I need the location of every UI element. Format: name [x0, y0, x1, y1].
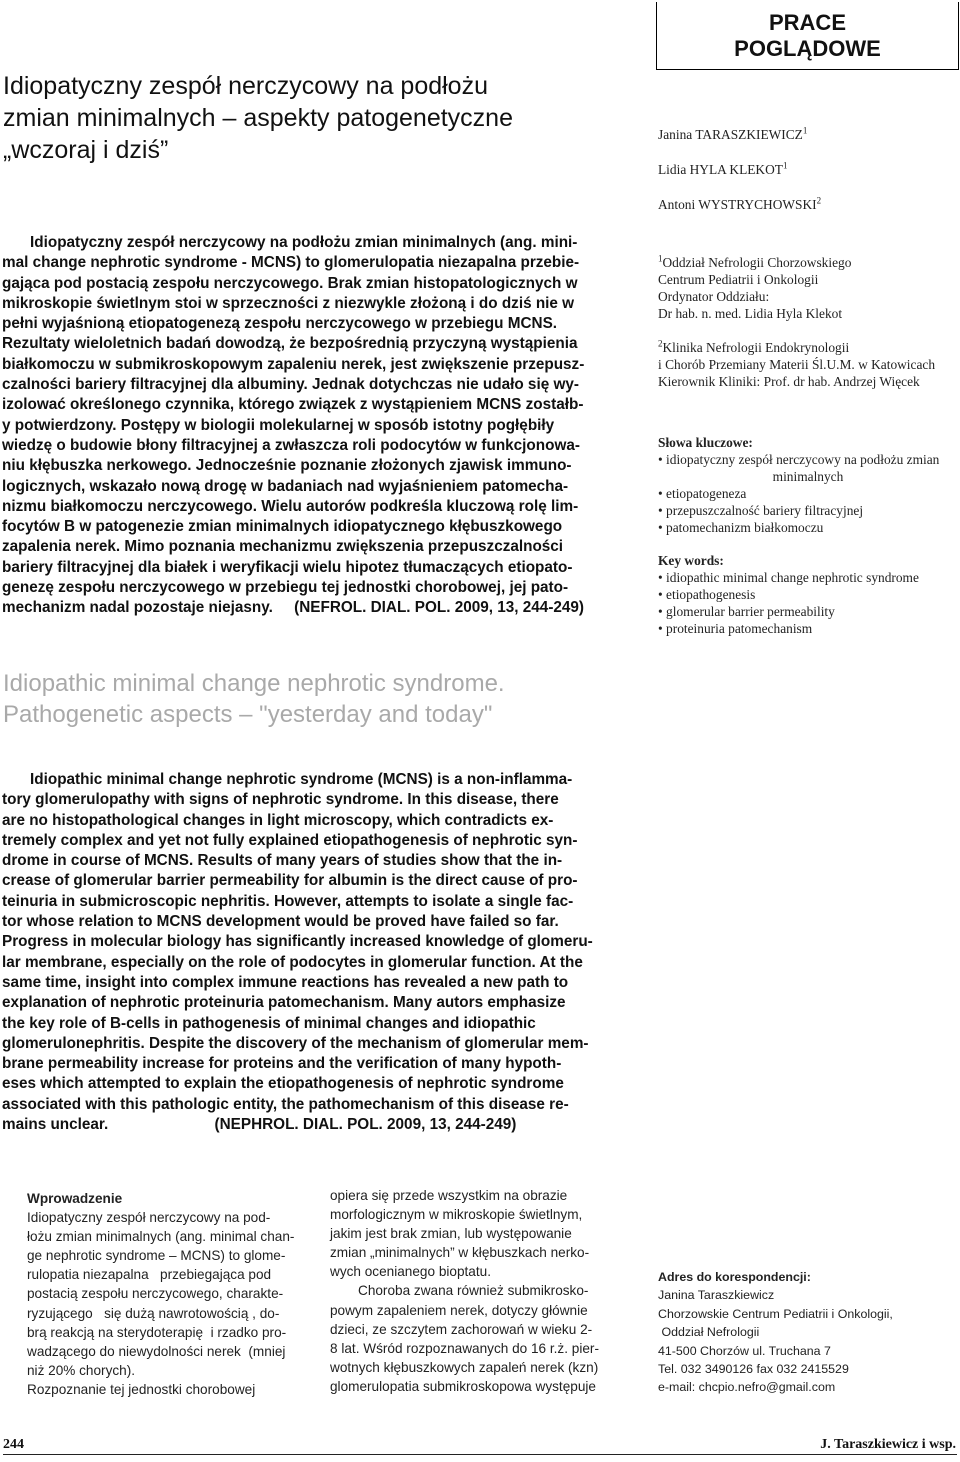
title-polish-line: zmian minimalnych – aspekty patogenetyczne	[3, 104, 513, 132]
keyword-item: • proteinuria patomechanism	[658, 621, 813, 636]
body-line: 8 lat. Wśród rozpoznawanych do 16 r.ż. pier-	[330, 1340, 599, 1356]
abstract-line: gająca pod postacią zespołu nerczycowego. Brak zmian histopatologicznych w	[2, 274, 578, 292]
body-line: rulopatia niezapalna przebiegająca pod	[27, 1267, 272, 1283]
abstract-line: Progress in molecular biology has significantly increased knowledge of glomeru-	[2, 933, 593, 951]
body-line: postacią zespołu nerczycowego, charakte-	[27, 1286, 284, 1302]
keyword-item: • idiopatyczny zespół nerczycowy na podłożu zmian	[658, 452, 940, 467]
body-line: brą reakcją na sterydoterapię i rzadko pro-	[27, 1324, 287, 1340]
abstract-line: glomerulonephritis. Despite the discovery of the mechanism of glomerular mem-	[2, 1034, 589, 1052]
body-line: opiera się przede wszystkim na obrazie	[330, 1188, 568, 1203]
abstract-line: wiedzę o budowie błony filtracyjnej a zwłaszcza roli podocytów w funkcjonowa-	[2, 436, 580, 454]
page-number: 244	[3, 1437, 24, 1452]
affiliation-line: Dr hab. n. med. Lidia Hyla Klekot	[658, 306, 843, 321]
abstract-line: lar membrane, especially on the role of podocytes in glomerular function. At the	[2, 953, 583, 971]
keywords-pl-title: Słowa kluczowe:	[658, 435, 753, 450]
intro-column-2	[330, 1186, 632, 1396]
author-name: Antoni WYSTRYCHOWSKI$^2$	[658, 195, 822, 212]
affiliation-line: Kierownik Kliniki: Prof. dr hab. Andrzej Więcek	[658, 374, 920, 389]
body-line: zmian „minimalnych” w kłębuszkach nerko-	[330, 1245, 590, 1261]
body-line: jakim jest brak zmian, lub występowanie	[330, 1226, 572, 1242]
affiliation-line: $^2$Klinika Nefrologii Endokrynologii	[658, 338, 850, 355]
correspondence-line: Janina Taraszkiewicz	[658, 1288, 775, 1303]
affiliation-line: $^1$Oddział Nefrologii Chorzowskiego	[658, 253, 852, 270]
affiliation-line: Ordynator Oddziału:	[658, 289, 770, 304]
abstract-line: izolować określonego czynnika, którego związek z wystąpieniem MCNS zostałb-	[2, 396, 584, 414]
abstract-english	[2, 770, 631, 1135]
body-line: powym zapaleniem nerek, dotyczy głównie	[330, 1302, 588, 1318]
correspondence-address	[658, 1268, 958, 1397]
abstract-line: the key role of B-cells in pathogenesis of minimal changes and idiopathic	[2, 1014, 536, 1032]
abstract-line: brane permeability increase for proteins and the verification of many hypoth-	[2, 1055, 562, 1073]
affiliation-line: Centrum Pediatrii i Onkologii	[658, 272, 819, 287]
abstract-line: mechanizm nadal pozostaje niejasny. (NEFROL. DIAL. POL. 2009, 13, 244-249)	[2, 599, 585, 617]
abstract-line: Idiopatyczny zespół nerczycowy na podłożu zmian minimalnych (ang. mini-	[30, 234, 578, 251]
keyword-item: minimalnych	[772, 469, 844, 484]
abstract-line: zapalenia nerek. Mimo poznania mechanizmu zwiększenia przepuszczalności	[2, 538, 564, 556]
body-line: wych ocenianego bioptatu.	[330, 1264, 491, 1280]
abstract-line: drome in course of MCNS. Results of many years of studies show that the in-	[2, 852, 563, 870]
abstract-line: Rezultaty wieloletnich badań dowodzą, że bezpośrednią przyczyną wystąpienia	[2, 335, 578, 353]
correspondence-line: 41-500 Chorzów ul. Truchana 7	[658, 1343, 831, 1358]
abstract-line: are no histopathological changes in light microscopy, which contradicts ex-	[2, 811, 554, 829]
body-line: wadzącego do niewydolności nerek (mniej	[27, 1343, 286, 1359]
title-english-line: Pathogenetic aspects – "yesterday and today"	[3, 701, 493, 728]
keyword-item: • idiopathic minimal change nephrotic syndrome	[658, 570, 919, 585]
section-label-line2: POGLĄDOWE	[734, 36, 881, 61]
correspondence-title: Adres do korespondencji:	[658, 1270, 811, 1284]
body-line: Choroba zwana również submikrosko-	[358, 1283, 589, 1299]
title-polish-line: Idiopatyczny zespół nerczycowy na podłożu	[3, 72, 488, 100]
body-line: ryzującego się dużą nawrotowością , do-	[27, 1305, 280, 1321]
section-heading: Wprowadzenie	[27, 1191, 123, 1206]
title-english-line: Idiopathic minimal change nephrotic syndrome.	[3, 670, 505, 697]
abstract-line: tory glomerulopathy with signs of nephrotic syndrome. In this disease, there	[2, 791, 559, 809]
abstract-line: focytów B w patogenezie zmian minimalnych idiopatycznego kłębuszkowego	[2, 518, 563, 536]
correspondence-email[interactable]: e-mail: chcpio.nefro@gmail.com	[658, 1380, 836, 1395]
abstract-line: crease of glomerular barrier permeability for albumin is the direct cause of pro-	[2, 872, 578, 890]
affiliations	[658, 254, 958, 390]
title-polish	[3, 70, 643, 166]
abstract-line: pełni wyjaśnioną etiopatogenezą zespołu nerczycowego w przebiegu MCNS.	[2, 315, 558, 333]
abstract-line: nizmu białkomoczu nerczycowego. Wielu autorów podkreśla kluczową rolę lim-	[2, 497, 579, 515]
abstract-line: eses which attempted to explain the etiopathogenesis of nephrotic syndrome	[2, 1075, 564, 1093]
keywords-section	[658, 434, 958, 637]
abstract-line: genezę zespołu nerczycowego w przebiegu tej jednostki chorobowej, jej pato-	[2, 579, 569, 597]
keyword-item: • etiopatogeneza	[658, 486, 747, 501]
keyword-item: • patomechanizm białkomoczu	[658, 520, 824, 535]
abstract-line: tor whose relation to MCNS development would be proved have failed so far.	[2, 913, 559, 931]
author-name: Janina TARASZKIEWICZ$^1$	[658, 125, 808, 142]
correspondence-line: Oddział Nefrologii	[658, 1325, 760, 1340]
body-line: Rozpoznanie tej jednostki chorobowej	[27, 1381, 256, 1397]
affiliation-line: i Chorób Przemiany Materii Śl.U.M. w Katowicach	[658, 357, 936, 372]
author-name: Lidia HYLA KLEKOT$^1$	[658, 160, 788, 177]
footer-rule	[3, 1454, 957, 1455]
section-label-box	[656, 2, 959, 70]
abstract-line: białkomoczu w submikroskopowym zapaleniu nerek, jest zwiększenie przepusz-	[2, 355, 585, 373]
body-line: dzieci, ze szczytem zachorowań w wieku 2-	[330, 1321, 593, 1337]
author-list	[658, 126, 958, 231]
correspondence-line: Tel. 032 3490126 fax 032 2415529	[658, 1362, 849, 1377]
correspondence-line: Chorzowskie Centrum Pediatrii i Onkologii,	[658, 1306, 893, 1321]
body-line: łożu zmian minimalnych (ang. minimal chan-	[27, 1229, 295, 1245]
abstract-line: logicznych, wskazało nową drogę w badaniach nad wyjaśnieniem patomecha-	[2, 477, 569, 495]
abstract-polish	[2, 233, 631, 619]
body-line: morfologicznym w mikroskopie świetlnym,	[330, 1207, 583, 1223]
title-polish-line: „wczoraj i dziś”	[3, 136, 169, 164]
keyword-item: • przepuszczalność bariery filtracyjnej	[658, 503, 864, 518]
abstract-line: bariery filtracyjnej dla białek i weryfikacji wielu hipotez tłumaczących etiopato-	[2, 558, 573, 576]
abstract-line: y potwierdzony. Postępy w biologii molekularnej w sposób istotny pogłębiły	[2, 416, 555, 434]
abstract-line: czalności bariery filtracyjnej dla albuminy. Jednak dotychczas nie udało się wy-	[2, 376, 579, 394]
abstract-line: mal change nephrotic syndrome - MCNS) to glomerulopatia niezapalna przebie-	[2, 254, 580, 272]
abstract-line: niu kłębuszka nerkowego. Jednocześnie poznanie złożonych zjawisk immuno-	[2, 457, 572, 475]
abstract-line: tremely complex and yet not fully explained etiopathogenesis of nephrotic syn-	[2, 831, 578, 849]
abstract-line: teinuria in submicroscopic nephritis. However, attempts to isolate a single fac-	[2, 892, 574, 910]
abstract-line: mains unclear. (NEPHROL. DIAL. POL. 2009, 13, 244-249)	[2, 1116, 517, 1134]
keyword-item: • etiopathogenesis	[658, 587, 756, 602]
body-line: Idiopatyczny zespół nerczycowy na pod-	[27, 1210, 271, 1226]
section-label-line1: PRACE	[768, 10, 846, 35]
body-line: ge nephrotic syndrome – MCNS) to glome-	[27, 1248, 286, 1264]
intro-column-1	[27, 1189, 307, 1399]
body-line: niż 20% chorych).	[27, 1362, 136, 1378]
keyword-item: • glomerular barrier permeability	[658, 604, 835, 619]
abstract-line: Idiopathic minimal change nephrotic syndrome (MCNS) is a non-inflamma-	[30, 771, 573, 788]
title-english	[3, 668, 643, 730]
abstract-line: associated with this pathologic entity, the pathomechanism of this disease re-	[2, 1095, 569, 1113]
body-line: wotnych kłębuszkowych zapaleń nerek (kzn)	[330, 1359, 599, 1375]
keywords-en-title: Key words:	[658, 553, 724, 568]
running-author: J. Taraszkiewicz i wsp.	[820, 1437, 956, 1452]
body-line: glomerulopatia submikroskopowa występuje	[330, 1378, 596, 1394]
abstract-line: explanation of nephrotic proteinuria patomechanism. Many autors emphasize	[2, 994, 566, 1012]
abstract-line: same time, insight into complex immune reactions has revealed a new path to	[2, 973, 569, 991]
abstract-line: mikroskopie świetlnym stoi w sprzeczności z niezwykle złożoną i do dziś nie w	[2, 294, 575, 312]
